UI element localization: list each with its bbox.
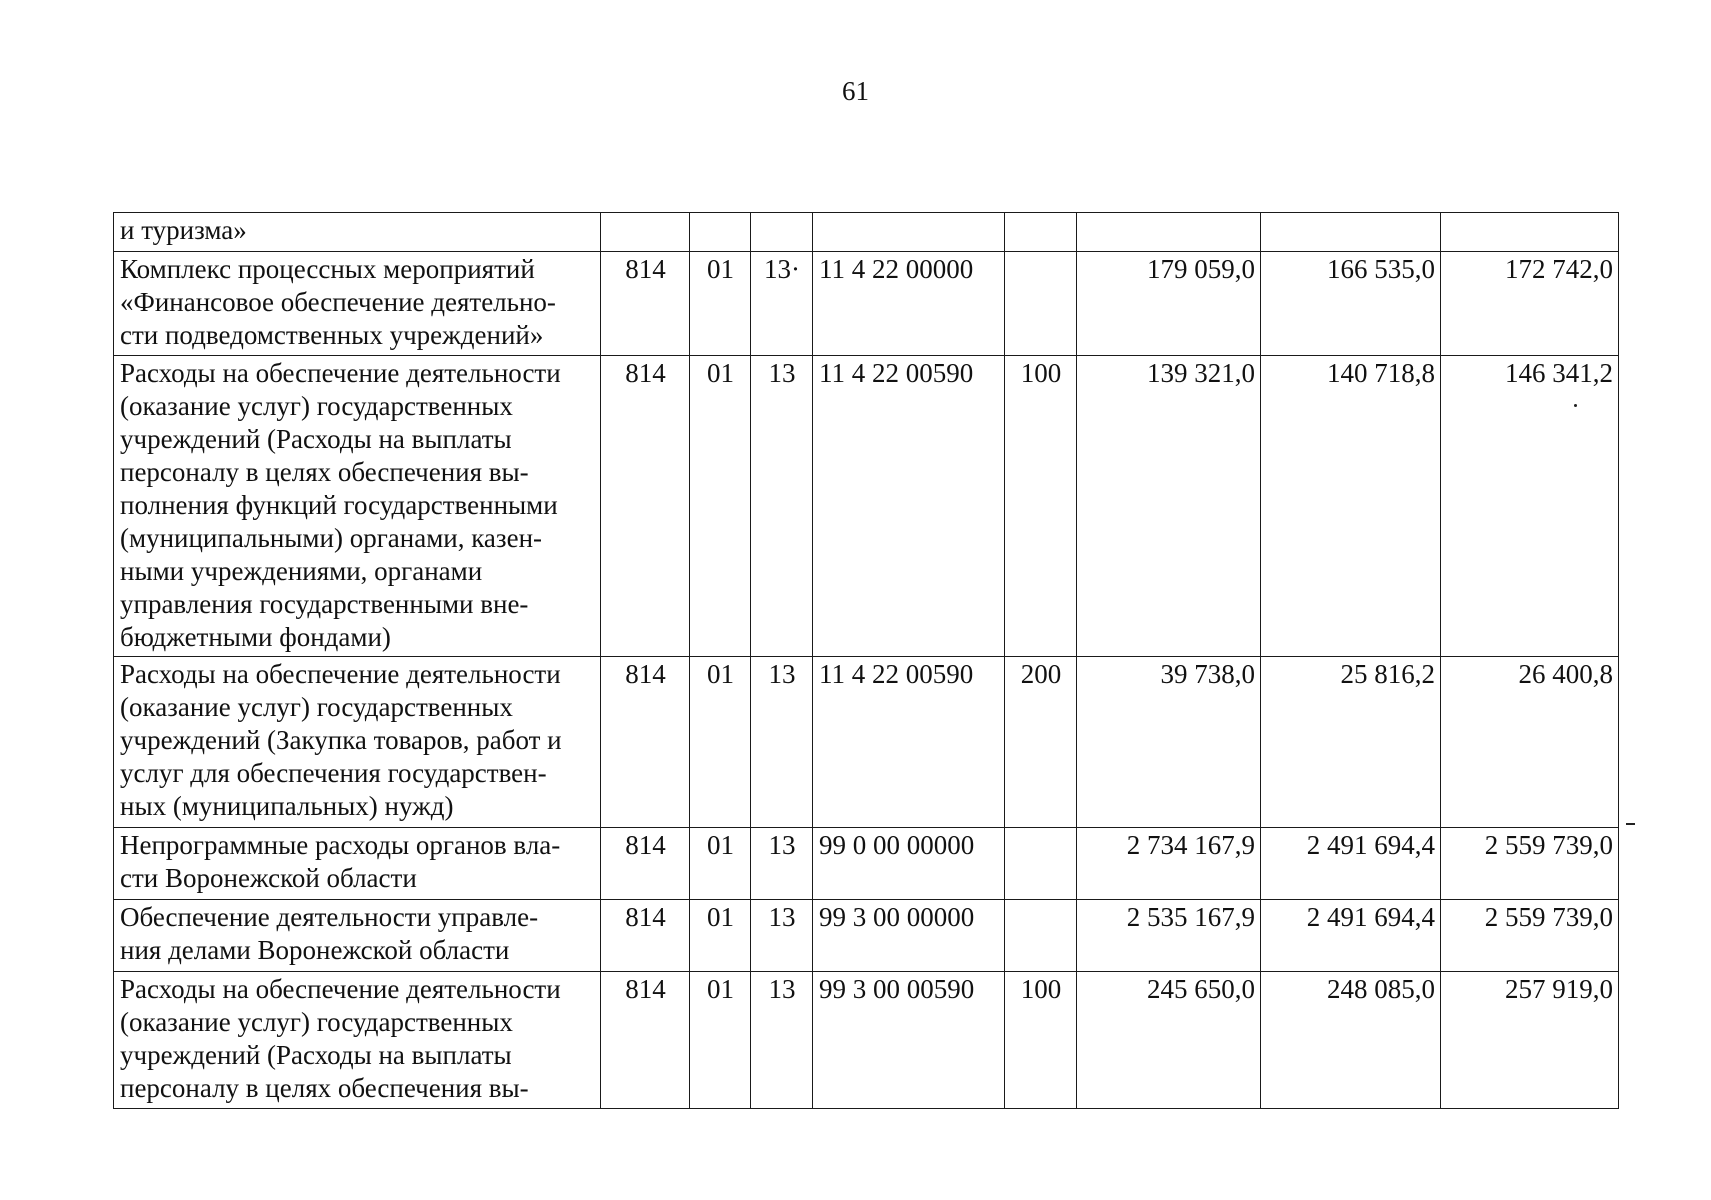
amount-year2-cell: 2 491 694,4 (1261, 900, 1441, 972)
amount-year3-cell: 146 341,2 (1441, 356, 1619, 657)
table-row (114, 900, 1619, 972)
grbs-code-cell: 814 (601, 657, 690, 828)
row-description: Обеспечение деятельности управле- ния делами Воронежской области (114, 900, 601, 972)
expense-type-cell: 200 (1005, 657, 1077, 828)
table-row (114, 213, 1619, 252)
subsection-code-cell: 13· (751, 252, 813, 356)
amount-year1-cell (1077, 213, 1261, 252)
grbs-code-cell (601, 213, 690, 252)
row-description: Расходы на обеспечение деятельности (оказание услуг) государственных учреждений (Расходы на выплаты персоналу в целях обеспечения вы- (114, 972, 601, 1109)
page-number: 61 (842, 76, 869, 106)
grbs-code-cell: 814 (601, 252, 690, 356)
expense-type-cell (1005, 828, 1077, 900)
margin-tick-mark (1626, 823, 1635, 825)
section-code-cell: 01 (690, 828, 751, 900)
amount-year1-cell: 245 650,0 (1077, 972, 1261, 1109)
amount-year3-cell: 2 559 739,0 (1441, 900, 1619, 972)
row-description: Расходы на обеспечение деятельности (оказание услуг) государственных учреждений (Расходы на выплаты персоналу в целях обеспечения вы- полнения функций государственными (муниципальными) органами, казен- ными учреждениями, органами управления государственными вне- бюджетными фондами) (114, 356, 601, 657)
amount-year2-cell: 25 816,2 (1261, 657, 1441, 828)
subsection-code-cell: 13 (751, 828, 813, 900)
row-description: Расходы на обеспечение деятельности (оказание услуг) государственных учреждений (Закупка товаров, работ и услуг для обеспечения государствен- ных (муниципальных) нужд) (114, 657, 601, 828)
expense-type-cell (1005, 900, 1077, 972)
target-article-cell: 11 4 22 00590 (813, 356, 1005, 657)
section-code-cell: 01 (690, 972, 751, 1109)
target-article-cell: 99 3 00 00590 (813, 972, 1005, 1109)
row-description: Непрограммные расходы органов вла- сти Воронежской области (114, 828, 601, 900)
target-article-cell: 99 3 00 00000 (813, 900, 1005, 972)
grbs-code-cell: 814 (601, 900, 690, 972)
amount-year2-cell: 166 535,0 (1261, 252, 1441, 356)
grbs-code-cell: 814 (601, 828, 690, 900)
subsection-code-cell: 13 (751, 356, 813, 657)
amount-year1-cell: 179 059,0 (1077, 252, 1261, 356)
section-code-cell: 01 (690, 657, 751, 828)
scan-speck (1574, 404, 1577, 407)
expense-type-cell (1005, 213, 1077, 252)
section-code-cell (690, 213, 751, 252)
section-code-cell: 01 (690, 252, 751, 356)
table-row (114, 972, 1619, 1109)
subsection-code-cell: 13 (751, 972, 813, 1109)
amount-year1-cell: 2 734 167,9 (1077, 828, 1261, 900)
table-row (114, 252, 1619, 356)
table-row (114, 356, 1619, 657)
amount-year1-cell: 2 535 167,9 (1077, 900, 1261, 972)
amount-year1-cell: 39 738,0 (1077, 657, 1261, 828)
target-article-cell (813, 213, 1005, 252)
target-article-cell: 11 4 22 00000 (813, 252, 1005, 356)
section-code-cell: 01 (690, 356, 751, 657)
expense-type-cell: 100 (1005, 356, 1077, 657)
amount-year1-cell: 139 321,0 (1077, 356, 1261, 657)
table-row (114, 657, 1619, 828)
subsection-code-cell: 13 (751, 657, 813, 828)
amount-year2-cell: 140 718,8 (1261, 356, 1441, 657)
amount-year2-cell: 248 085,0 (1261, 972, 1441, 1109)
target-article-cell: 11 4 22 00590 (813, 657, 1005, 828)
section-code-cell: 01 (690, 900, 751, 972)
amount-year3-cell: 172 742,0 (1441, 252, 1619, 356)
amount-year3-cell (1441, 213, 1619, 252)
expense-type-cell: 100 (1005, 972, 1077, 1109)
grbs-code-cell: 814 (601, 972, 690, 1109)
subsection-code-cell (751, 213, 813, 252)
row-description: Комплекс процессных мероприятий «Финансовое обеспечение деятельно- сти подведомственных учреждений» (114, 252, 601, 356)
target-article-cell: 99 0 00 00000 (813, 828, 1005, 900)
amount-year3-cell: 2 559 739,0 (1441, 828, 1619, 900)
expense-type-cell (1005, 252, 1077, 356)
amount-year3-cell: 257 919,0 (1441, 972, 1619, 1109)
amount-year2-cell (1261, 213, 1441, 252)
amount-year3-cell: 26 400,8 (1441, 657, 1619, 828)
row-description: и туризма» (114, 213, 601, 252)
budget-table (113, 212, 1619, 1109)
subsection-code-cell: 13 (751, 900, 813, 972)
amount-year2-cell: 2 491 694,4 (1261, 828, 1441, 900)
grbs-code-cell: 814 (601, 356, 690, 657)
table-row (114, 828, 1619, 900)
